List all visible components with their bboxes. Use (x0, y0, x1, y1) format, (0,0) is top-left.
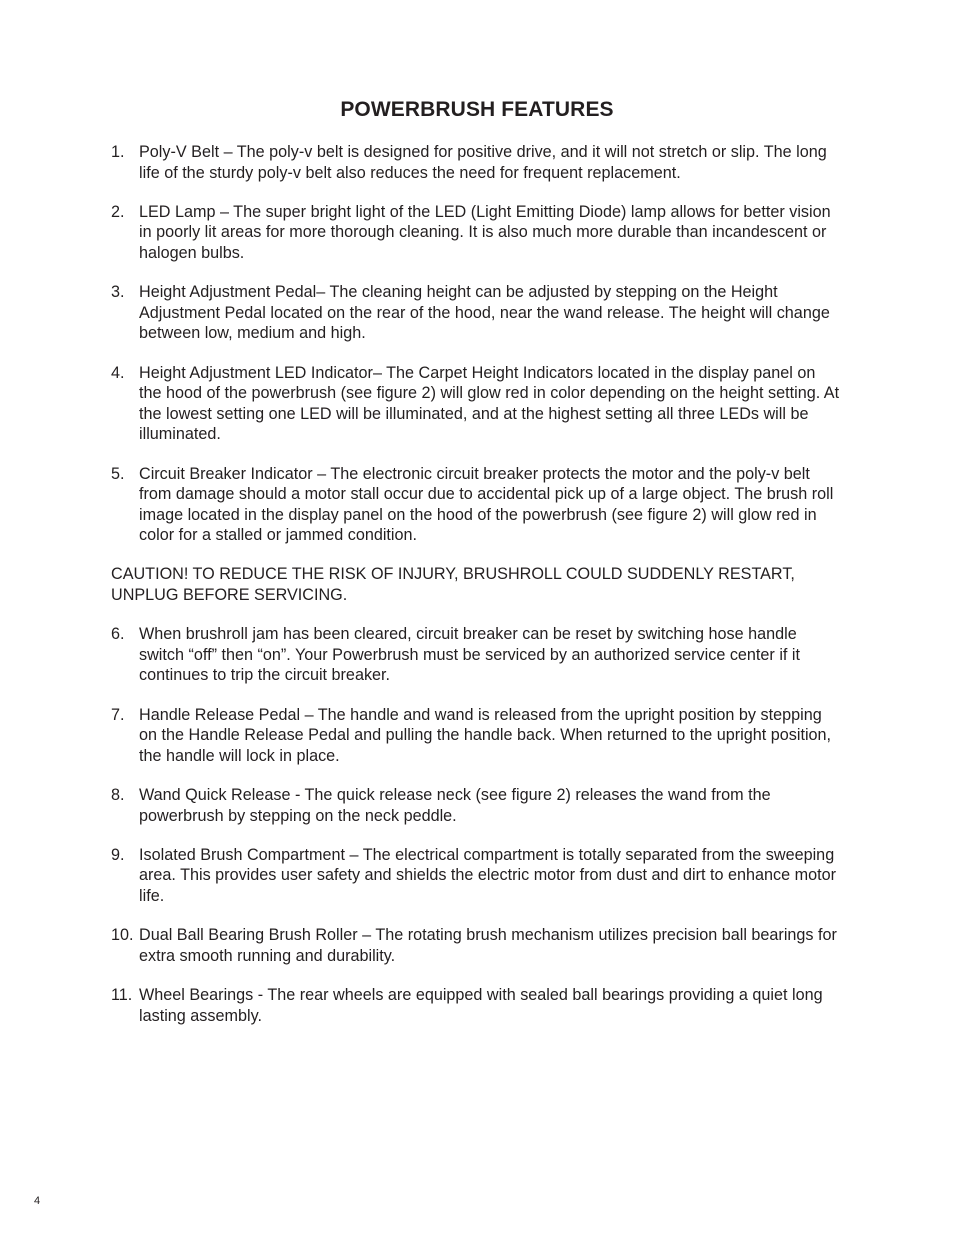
list-item (111, 282, 841, 344)
item-number: 11. (111, 985, 133, 1004)
item-text: When brushroll jam has been cleared, circuit breaker can be reset by switching hose handle switch “off” then “on”. Your Powerbrush must be serviced by an authorized service center if it continues to trip the circuit breaker. (139, 625, 801, 685)
page-title: POWERBRUSH FEATURES (340, 98, 614, 121)
item-number: 9. (111, 845, 125, 864)
feature-list (111, 142, 841, 1045)
list-item (111, 705, 841, 767)
list-item (111, 464, 841, 546)
list-item (111, 142, 841, 183)
list-item (111, 202, 841, 264)
item-text: Handle Release Pedal – The handle and wand is released from the upright position by stepping on the Handle Release Pedal and pulling the handle back. When returned to the upright position, the handle will lock in place. (139, 705, 832, 765)
list-item (111, 624, 841, 686)
list-item (111, 985, 841, 1026)
item-number: 3. (111, 283, 125, 302)
list-item (111, 845, 841, 907)
item-number: 4. (111, 363, 125, 382)
item-text: Poly-V Belt – The poly-v belt is designed for positive drive, and it will not stretch or slip. The long life of the sturdy poly-v belt also reduces the need for frequent replacement. (139, 143, 827, 182)
item-number: 6. (111, 625, 125, 644)
item-text: Dual Ball Bearing Brush Roller – The rotating brush mechanism utilizes precision ball bearings for extra smooth running and durability. (139, 926, 837, 965)
list-item (111, 925, 841, 966)
item-number: 8. (111, 786, 125, 804)
caution-notice: CAUTION! TO REDUCE THE RISK OF INJURY, BRUSHROLL COULD SUDDENLY RESTART, UNPLUG BEFORE SERVICING. (111, 565, 795, 605)
item-text: Wheel Bearings - The rear wheels are equipped with sealed ball bearings providing a quiet long lasting assembly. (139, 985, 823, 1025)
item-number: 7. (111, 705, 125, 724)
item-text: Height Adjustment Pedal– The cleaning height can be adjusted by stepping on the Height Adjustment Pedal located on the rear of the hood, near the wand release. The height will change between low, medium and high. (139, 283, 830, 343)
item-text: LED Lamp – The super bright light of the LED (Light Emitting Diode) lamp allows for better vision in poorly lit areas for more thorough cleaning. It is also much more durable than incandescent or halogen bulbs. (139, 202, 831, 262)
item-number: 1. (111, 143, 125, 161)
list-item (111, 785, 841, 826)
item-number: 5. (111, 464, 125, 483)
item-text: Isolated Brush Compartment – The electrical compartment is totally separated from the sweeping area. This provides user safety and shields the electric motor from dust and dirt to enhance motor life. (139, 845, 837, 905)
item-text: Height Adjustment LED Indicator– The Carpet Height Indicators located in the display panel on the hood of the powerbrush (see figure 2) will glow red in color depending on the height setting. At the lowest setting one LED will be illuminated, and at the highest setting all three LEDs will be illuminated. (139, 363, 840, 444)
list-item (111, 363, 841, 445)
item-text: Circuit Breaker Indicator – The electronic circuit breaker protects the motor and the poly-v belt from damage should a motor stall occur due to accidental pick up of a large object. The brush roll image located in the display panel on the hood of the powerbrush (see figure 2) will glow red in color for a stalled or jammed condition. (139, 464, 834, 545)
item-text: Wand Quick Release - The quick release neck (see figure 2) releases the wand from the powerbrush by stepping on the neck peddle. (139, 786, 771, 825)
item-number: 2. (111, 202, 125, 221)
page-number: 4 (34, 1195, 41, 1207)
item-number: 10. (111, 926, 134, 945)
